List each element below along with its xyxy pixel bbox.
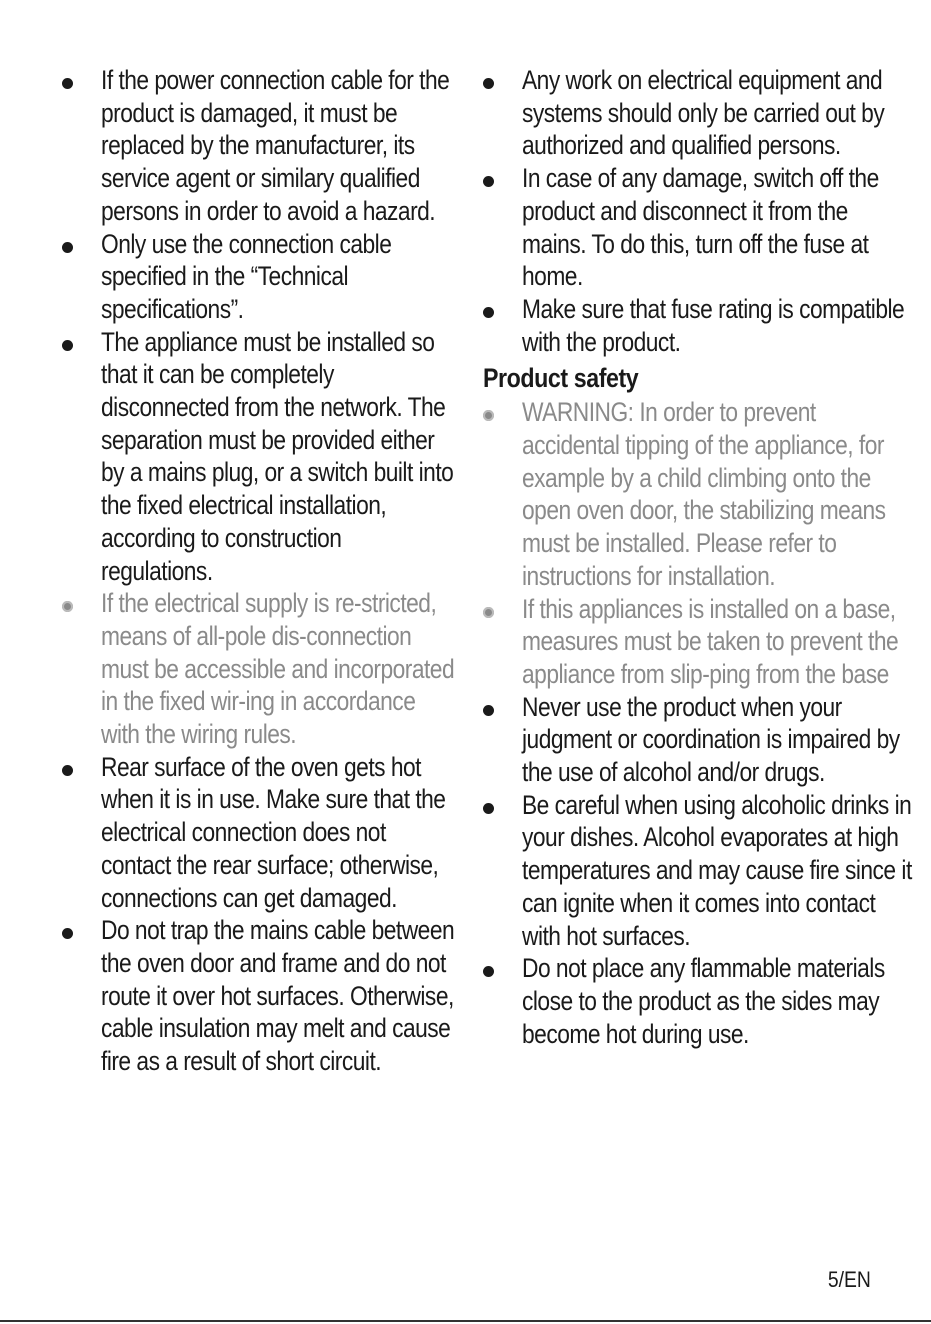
bullet-icon: [483, 607, 494, 618]
bullet-icon: [62, 340, 73, 351]
list-item: [56, 64, 456, 228]
list-item-text: In case of any damage, switch off the product and disconnect it from the mains. To do this, turn off the fuse at home.: [522, 163, 879, 292]
bullet-icon: [62, 601, 73, 612]
left-bullet-list: [56, 64, 456, 1078]
list-item: [477, 64, 917, 162]
list-item: [56, 914, 456, 1078]
bullet-icon: [483, 803, 494, 814]
right-bullet-list-top: [477, 64, 917, 358]
list-item-text: Rear surface of the oven gets hot when it is in use. Make sure that the electrical connection does not contact the rear surface; otherwise, connections can get damaged.: [101, 751, 446, 913]
list-item-text: The appliance must be installed so that it can be completely disconnected from the network. The separation must be provided either by a mains plug, or a switch built into the fixed electrical installation, according to construction regulations.: [101, 326, 454, 586]
list-item: [477, 293, 917, 358]
bullet-icon: [62, 928, 73, 939]
page-bottom-rule: [0, 1320, 931, 1322]
list-item-text: If the power connection cable for the product is damaged, it must be replaced by the manufacturer, its service agent or similary qualified persons in order to avoid a hazard.: [101, 65, 450, 226]
bullet-icon: [483, 705, 494, 716]
list-item: [477, 396, 917, 592]
list-item-text: Never use the product when your judgment or coordination is impaired by the use of alcohol and/or drugs.: [522, 691, 900, 788]
list-item-text: WARNING: In order to prevent accidental tipping of the appliance, for example by a child climbing onto the open oven door, the stabilizing means must be installed. Please refer to instructions for installation.: [522, 397, 886, 591]
list-item: [477, 691, 917, 789]
list-item-text: Do not place any flammable materials close to the product as the sides may become hot during use.: [522, 953, 885, 1049]
bullet-icon: [483, 966, 494, 977]
list-item: [477, 789, 917, 953]
section-heading-product-safety: Product safety: [483, 363, 639, 394]
list-item: [477, 593, 917, 691]
bullet-icon: [483, 78, 494, 89]
list-item-text: If the electrical supply is re-stricted, means of all-pole dis-connection must be accessible and incorporated in the fixed wir-ing in accordance with the wiring rules.: [101, 588, 455, 750]
bullet-icon: [62, 765, 73, 776]
right-column: [477, 64, 917, 1050]
bullet-icon: [62, 78, 73, 89]
bullet-icon: [62, 242, 73, 253]
page-number: 5/EN: [827, 1267, 871, 1292]
list-item-text: Only use the connection cable specified in the “Technical specifications”.: [101, 228, 392, 324]
list-item-text: If this appliances is installed on a base, measures must be taken to prevent the appliance from slip-ping from the base: [522, 593, 899, 689]
list-item-text: Any work on electrical equipment and systems should only be carried out by authorized and qualified persons.: [522, 65, 885, 161]
list-item: [477, 952, 917, 1050]
bullet-icon: [483, 410, 494, 421]
list-item: [56, 751, 456, 915]
list-item-text: Do not trap the mains cable between the oven door and frame and do not route it over hot surfaces. Otherwise, cable insulation may melt and cause fire as a result of short circuit.: [101, 915, 455, 1077]
left-column: [56, 64, 456, 1078]
list-item: [56, 228, 456, 326]
list-item-text: Make sure that fuse rating is compatible with the product.: [522, 293, 905, 357]
right-bullet-list-bottom: [477, 396, 917, 1050]
bullet-icon: [483, 307, 494, 318]
list-item: [56, 587, 456, 751]
list-item: [477, 162, 917, 293]
list-item: [56, 326, 456, 588]
bullet-icon: [483, 176, 494, 187]
list-item-text: Be careful when using alcoholic drinks in your dishes. Alcohol evaporates at high temperatures and may cause fire since it can ignite when it comes into contact with hot surfaces.: [522, 789, 912, 951]
